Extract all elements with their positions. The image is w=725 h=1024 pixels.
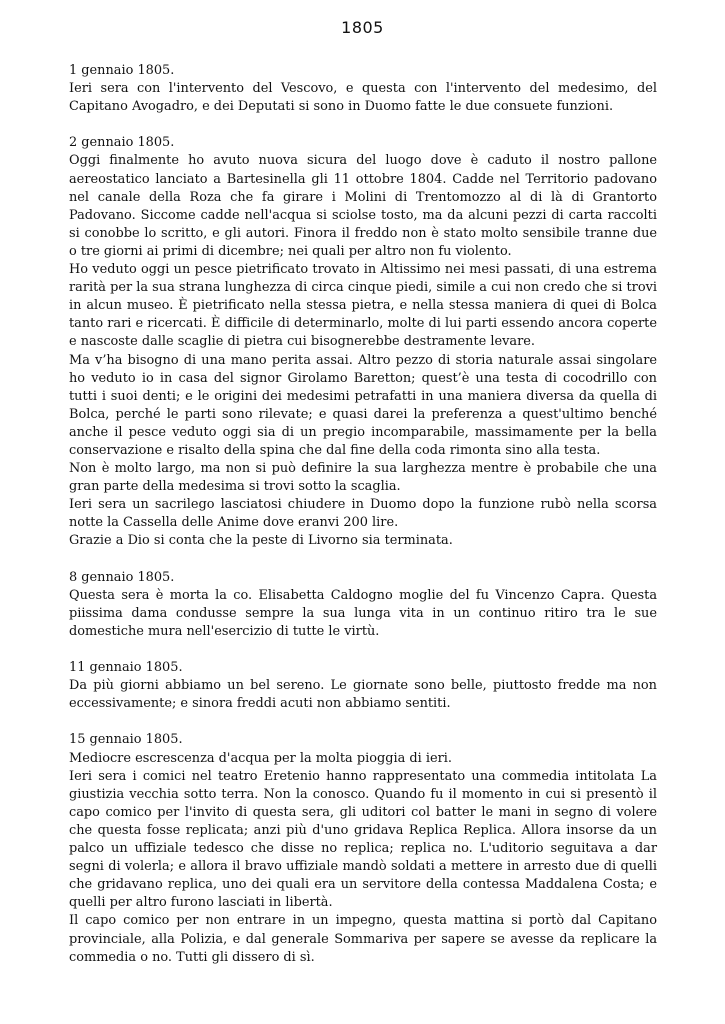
entry-paragraph: Ieri sera con l'intervento del Vescovo, e questa con l'intervento del medesimo, del Capitano Avogadro, e dei Deputati si sono in Duomo fatte le due consuete funzioni. [69, 81, 657, 115]
entry-date: 8 gennaio 1805. [69, 569, 175, 585]
entry-paragraph: Grazie a Dio si conta che la peste di Livorno sia terminata. [69, 533, 453, 549]
entry-date: 11 gennaio 1805. [69, 660, 183, 676]
diary-entry-15-gennaio [69, 731, 657, 966]
entry-paragraph: Ieri sera un sacrilego lasciatosi chiudere in Duomo dopo la funzione rubò nella scorsa notte la Cassella delle Anime dove eranvi 200 lire. [69, 497, 657, 531]
diary-entry-2-gennaio [69, 134, 657, 550]
entry-paragraph: Ieri sera i comici nel teatro Eretenio hanno rappresentato una commedia intitolata La giustizia vecchia sotto terra. Non la conosco. Quando fu il momento in cui si presentò il capo comico per l'invito di questa sera, gli uditori col batter le mani in segno di volere che questa fosse replicata; anzi più d'uno gridava Replica Replica. Allora insorse da un palco un uffiziale tedesco che disse no replica; replica no. L'uditorio seguitava a dar segni di volerla; e allora il bravo uffiziale mandò soldati a mettere in arresto due di quelli che gridavano replica, uno dei quali era un servitore della contessa Maddalena Costa; e quelli per altro furono lasciati in libertà. [69, 768, 657, 911]
entry-paragraph: Oggi finalmente ho avuto nuova sicura del luogo dove è caduto il nostro pallone aereostatico lanciato a Bartesinella gli 11 ottobre 1804. Cadde nel Territorio padovano nel canale della Roza che fa girare i Molini di Trentomozzo al di là di Grantorto Padovano. Siccome cadde nell'acqua si sciolse tosto, ma da alcuni pezzi di carta raccolti si conobbe lo scritto, e gli autori. Finora il freddo non è stato molto sensibile tranne due o tre giorni ai primi di dicembre; nei quali per altro non fu violento. [69, 153, 657, 259]
entry-date: 1 gennaio 1805. [69, 63, 175, 78]
entry-paragraph: Questa sera è morta la co. Elisabetta Caldogno moglie del fu Vincenzo Capra. Questa piissima dama condusse sempre la sua lunga vita in un continuo ritiro tra le sue domestiche mura nell'esercizio di tutte le virtù. [69, 587, 657, 639]
entry-paragraph: Mediocre escrescenza d'acqua per la molta pioggia di ieri. [69, 750, 452, 766]
entry-paragraph: Ho veduto oggi un pesce pietrificato trovato in Altissimo nei mesi passati, di una estrema rarità per la sua strana lunghezza di circa cinque piedi, simile a cui non credo che si trovi in alcun museo. È pietrificato nella stessa pietra, e nella stessa maniera di quei di Bolca tanto rari e ricercati. È difficile di determinarlo, molte di lui parti essendo ancora coperte e nascoste dalle scaglie di pietra cui bisognerebbe destramente levare. [69, 262, 657, 350]
page-header-year: 1805 [341, 18, 384, 37]
entry-paragraph: Da più giorni abbiamo un bel sereno. Le giornate sono belle, piuttosto fredde ma non eccessivamente; e sinora freddi acuti non abbiamo sentiti. [69, 678, 657, 712]
entry-date: 2 gennaio 1805. [69, 135, 175, 151]
entry-date: 15 gennaio 1805. [69, 732, 183, 748]
document-body [69, 62, 657, 985]
entry-paragraph: Non è molto largo, ma non si può definire la sua larghezza mentre è probabile che una gran parte della medesima si trovi sotto la scaglia. [69, 461, 657, 495]
entry-paragraph: Ma v’ha bisogno di una mano perita assai. Altro pezzo di storia naturale assai singolare ho veduto io in casa del signor Girolamo Baretton; quest’è una testa di cocodrillo con tutti i suoi denti; e le origini dei medesimi petrafatti in una maniera diversa da quella di Bolca, perché le parti sono rilevate; e quasi darei la preferenza a quest'ultimo benché anche il pesce veduto oggi sia di un pregio incomparabile, massimamente per la bella conservazione e risalto della spina che dal fine della coda rimonta sino alla testa. [69, 352, 657, 458]
diary-entry-8-gennaio [69, 569, 657, 641]
entry-paragraph: Il capo comico per non entrare in un impegno, questa mattina si portò dal Capitano provinciale, alla Polizia, e dal generale Sommariva per sapere se avesse da replicare la commedia o no. Tutti gli dissero di sì. [69, 913, 657, 965]
diary-entry-11-gennaio [69, 659, 657, 713]
diary-entry-1-gennaio [69, 62, 657, 116]
